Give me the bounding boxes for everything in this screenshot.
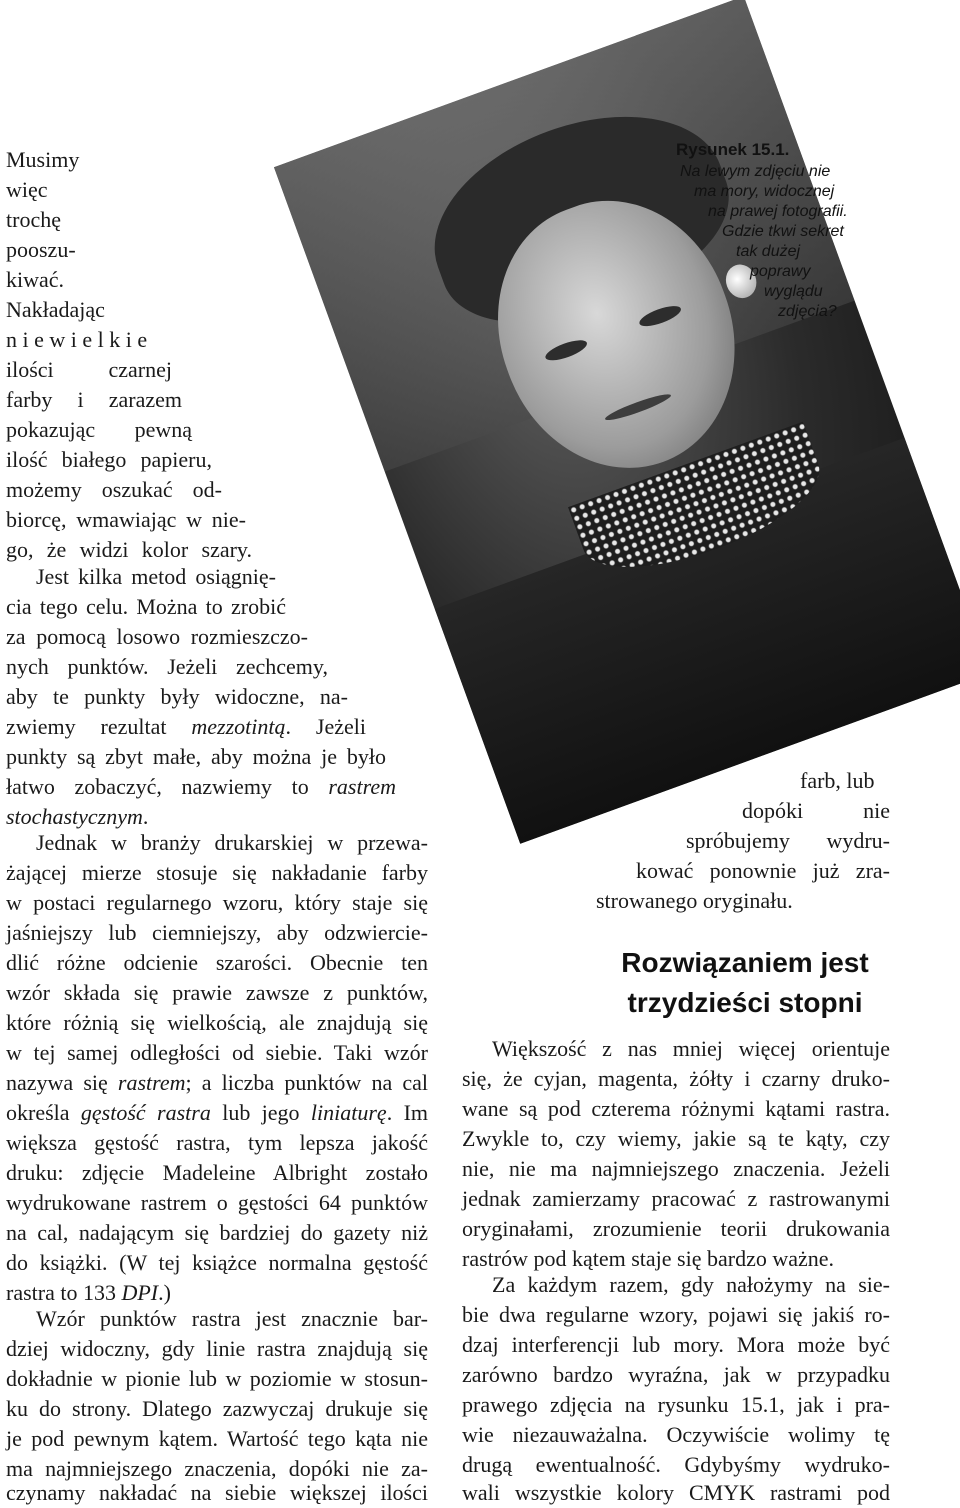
paragraph-2-line: rastra to 133 DPI.): [6, 1280, 171, 1305]
paragraph-2-line: w tej samej odległości od siebie. Taki wzór: [6, 1040, 428, 1065]
paragraph-2-line: na cal, nadającym się bardziej do gazety niż: [6, 1220, 428, 1245]
paragraph-2-line: większa gęstość rastra, tym lepsza jakość: [6, 1130, 428, 1155]
figure-caption-line: na prawej fotografii.: [708, 203, 848, 220]
right-body-line: dzaj interferencji lub mory. Mora może być: [462, 1332, 890, 1357]
left-column-line: pokazując pewną: [6, 417, 192, 442]
paragraph-1-line: cia tego celu. Można to zrobić: [6, 594, 286, 619]
left-column-line: pooszu-: [6, 237, 76, 262]
left-column-line: możemy oszukać od-: [6, 477, 222, 502]
paragraph-2-line: wzór składa się prawie zawsze z punktów,: [6, 980, 428, 1005]
paragraph-3-line: je pod pewnym kątem. Wartość tego kąta nie: [6, 1426, 428, 1451]
paragraph-3-line: dokładnie w pionie lub w poziomie w stosun-: [6, 1366, 428, 1391]
right-top-line: dopóki nie: [742, 798, 890, 823]
paragraph-1-line: aby te punkty były widoczne, na-: [6, 684, 348, 709]
right-body-line: rastrów pod kątem staje się bardzo ważne.: [462, 1246, 835, 1271]
right-body-line: oryginałami, zrozumienie teorii drukowania: [462, 1216, 890, 1241]
right-body-line: zarówno bardzo wyraźna, jak w przypadku: [462, 1362, 890, 1387]
left-column-line: trochę: [6, 207, 61, 232]
paragraph-3-line: czynamy nakładać na siebie większej ilości: [6, 1480, 428, 1505]
paragraph-1-line: Jest kilka metod osiągnię-: [36, 564, 276, 589]
right-body-line: prawego zdjęcia na rysunku 15.1, jak i pra-: [462, 1392, 890, 1417]
right-top-line: kować ponownie już zra-: [636, 858, 890, 883]
right-body-line: Zwykle to, czy wiemy, jakie są te kąty, czy: [462, 1126, 890, 1151]
figure-caption-line: wyglądu: [764, 283, 823, 300]
paragraph-2-line: które różnią się wielkością, ale znajdują się: [6, 1010, 428, 1035]
figure-caption-line: ma mory, widocznej: [694, 183, 835, 200]
paragraph-1-line: zwiemy rezultat mezzotintą. Jeżeli: [6, 714, 366, 739]
paragraph-1-line: łatwo zobaczyć, nazwiemy to rastrem: [6, 774, 396, 799]
paragraph-2-line: określa gęstość rastra lub jego liniaturę. Im: [6, 1100, 429, 1125]
right-body-line: wie niezauważalna. Oczywiście wolimy tę: [462, 1422, 890, 1447]
figure-caption-line: Na lewym zdjęciu nie: [680, 163, 831, 180]
paragraph-2-line: jaśniejszy lub ciemniejszy, aby odzwiercie-: [6, 920, 428, 945]
right-body-line: drugą ewentualność. Gdybyśmy wydruko-: [462, 1452, 890, 1477]
figure-caption-line: poprawy: [750, 263, 811, 280]
left-column-line: Nakładając: [6, 297, 105, 322]
section-heading-line-2: trzydzieści stopni: [627, 987, 863, 1018]
right-top-line: farb, lub: [800, 768, 875, 793]
paragraph-1-line: za pomocą losowo rozmieszczo-: [6, 624, 308, 649]
right-body-line: jednak zamierzamy pracować z rastrowanymi: [462, 1186, 890, 1211]
figure-caption-title: Rysunek 15.1.: [676, 140, 790, 159]
left-column-line: biorcę, wmawiając w nie-: [6, 507, 246, 532]
left-column-line: kiwać.: [6, 267, 65, 292]
portrait-photo: [274, 0, 960, 844]
paragraph-2-line: żającej mierze stosuje się nakładanie farby: [6, 860, 428, 885]
section-heading-line-1: Rozwiązaniem jest: [621, 947, 869, 978]
paragraph-2-line: w postaci regularnego wzoru, który staje się: [6, 890, 428, 915]
paragraph-1-line: stochastycznym.: [6, 804, 149, 829]
figure-caption-line: tak dużej: [736, 243, 801, 260]
paragraph-2-line: nazywa się rastrem; a liczba punktów na cal: [6, 1070, 428, 1095]
paragraph-1-line: punkty są zbyt małe, aby można je było: [6, 744, 386, 769]
paragraph-2-line: druku: zdjęcie Madeleine Albright zostało: [6, 1160, 428, 1185]
paragraph-1-line: nych punktów. Jeżeli zechcemy,: [6, 654, 328, 679]
left-column-line: ilość białego papieru,: [6, 447, 212, 472]
left-column-line: Musimy: [6, 147, 80, 172]
paragraph-3-line: Wzór punktów rastra jest znacznie bar-: [36, 1306, 428, 1331]
right-body-line: wane są pod czterema różnymi kątami rastra.: [462, 1096, 890, 1121]
paragraph-2-line: wydrukowane rastrem o gęstości 64 punktów: [6, 1190, 428, 1215]
right-body-line: bie dwa regularne wzory, pojawi się jakiś ro-: [462, 1302, 890, 1327]
left-column-line: n i e w i e l k i e: [6, 327, 148, 352]
right-body-line: Za każdym razem, gdy nałożymy na sie-: [492, 1272, 890, 1297]
figure-caption-line: Gdzie tkwi sekret: [722, 223, 844, 240]
paragraph-3-line: ma najmniejszego znaczenia, dopóki nie za-: [6, 1456, 428, 1481]
paragraph-2-line: dlić różne odcienie szarości. Obecnie ten: [6, 950, 428, 975]
right-top-line: strowanego oryginału.: [596, 888, 793, 913]
right-body-line: się, że cyjan, magenta, żółty i czarny druko-: [462, 1066, 890, 1091]
right-body-line: wali wszystkie kolory CMYK rastrami pod: [462, 1480, 890, 1505]
paragraph-2-line: do książki. (W tej książce normalna gęstość: [6, 1250, 428, 1275]
left-column-line: go, że widzi kolor szary.: [6, 537, 252, 562]
figure-caption-line: zdjęcia?: [778, 303, 837, 320]
right-body-line: nie, nie ma najmniejszego znaczenia. Jeżeli: [462, 1156, 890, 1181]
left-column-line: więc: [6, 177, 48, 202]
paragraph-3-line: ku do strony. Dlatego zazwyczaj drukuje się: [6, 1396, 428, 1421]
right-top-line: spróbujemy wydru-: [686, 828, 890, 853]
paragraph-3-line: dziej widoczny, gdy linie rastra znajdują się: [6, 1336, 428, 1361]
left-column-line: ilości czarnej: [6, 357, 172, 382]
left-column-line: farby i zarazem: [6, 387, 182, 412]
paragraph-2-line: Jednak w branży drukarskiej w przewa-: [36, 830, 428, 855]
right-body-line: Większość z nas mniej więcej orientuje: [492, 1036, 890, 1061]
